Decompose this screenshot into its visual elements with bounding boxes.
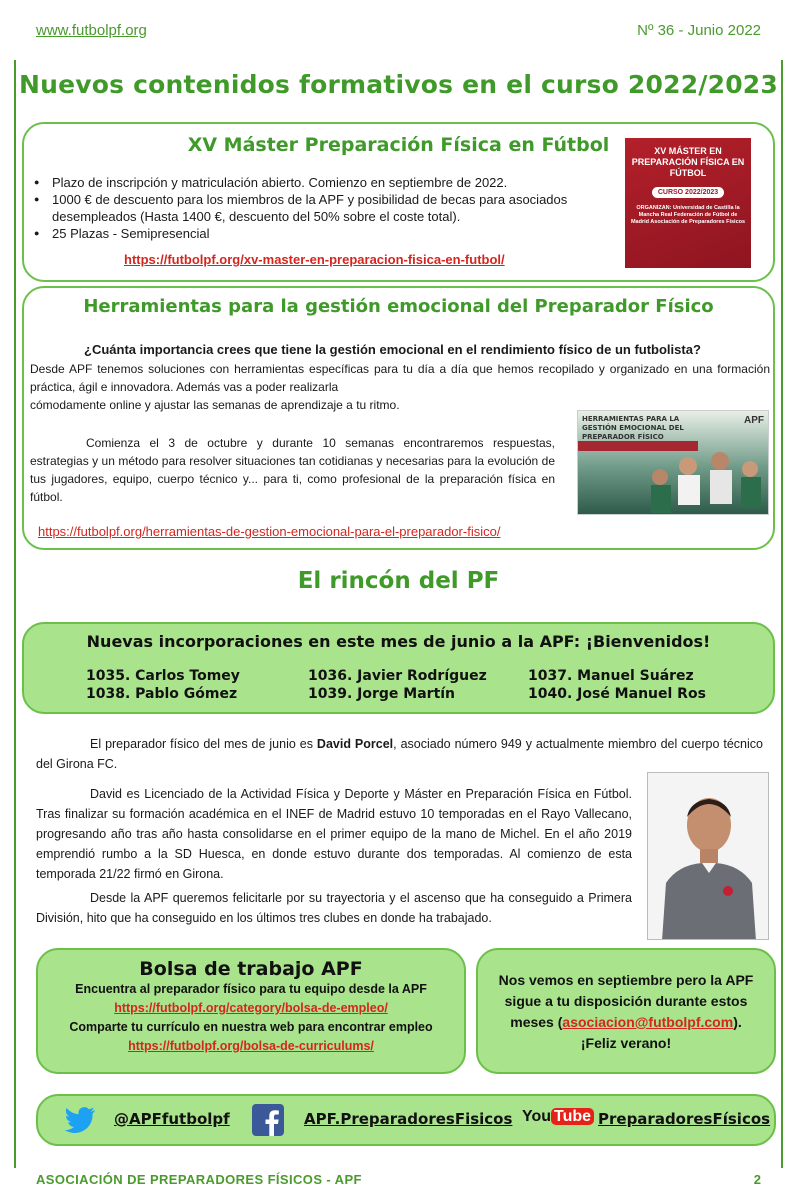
pf-portrait-photo xyxy=(647,772,769,940)
master-poster-image xyxy=(625,138,751,268)
poster-organizers: ORGANIZAN: Universidad de Castilla la Mancha Real Federación de Fútbol de Madrid Asociación de Preparadores Físicos xyxy=(630,205,746,225)
social-bar xyxy=(36,1094,776,1146)
job-board-link-1[interactable]: https://futbolpf.org/category/bolsa-de-empleo/ xyxy=(114,1001,388,1015)
job-board-line-1: Encuentra al preparador físico para tu equipo desde la APF xyxy=(75,982,427,996)
job-board-link-2[interactable]: https://futbolpf.org/bolsa-de-curriculums/ xyxy=(128,1039,374,1053)
pf-paragraph-2: David es Licenciado de la Actividad Física y Deporte y Máster en Preparación Física en Fútbol. Tras finalizar su formación académica en el INEF de Madrid estuvo 10 temporadas en el Rayo Vallecano, progresando año tras año hasta consolidarse en el primer equipo de la mano de Michel. En el año 2019 emprendió rumbo a la SD Huesca, en donde estuvo durante dos temporadas. Al comienzo de esta temporada 21/22 firmó en Girona. xyxy=(36,787,632,881)
list-item: 1037. Manuel Suárez xyxy=(528,668,694,684)
youtube-tube-logo: Tube xyxy=(551,1108,594,1125)
emotional-course-image xyxy=(577,410,769,515)
image-caption: HERRAMIENTAS PARA LA GESTIÓN EMOCIONAL DEL PREPARADOR FÍSICO xyxy=(582,415,684,441)
emotional-box xyxy=(22,286,775,550)
rincon-title: El rincón del PF xyxy=(297,568,500,594)
apf-logo: APF xyxy=(744,415,764,426)
poster-badge: CURSO 2022/2023 xyxy=(652,187,724,198)
new-members-title: Nuevas incorporaciones en este mes de junio a la APF: ¡Bienvenidos! xyxy=(86,632,711,651)
emotional-paragraph-2: Comienza el 3 de octubre y durante 10 semanas encontraremos respuestas, estrategias y un método para resolver situaciones tan cotidianas y necesarias para la evolución de tus jugadores, equipo, cuerpo técnico y... para ti, como profesional de la preparación física en fútbol. xyxy=(30,436,555,504)
poster-title: XV MÁSTER EN PREPARACIÓN FÍSICA EN FÚTBOL xyxy=(631,146,745,178)
emotional-title: Herramientas para la gestión emocional del Preparador Físico xyxy=(83,296,714,317)
summer-line-3-end: ). xyxy=(733,1014,742,1030)
summer-box xyxy=(476,948,776,1074)
job-board-line-2: Comparte tu currículo en nuestra web para encontrar empleo xyxy=(69,1020,433,1034)
emotional-link[interactable]: https://futbolpf.org/herramientas-de-gestion-emocional-para-el-preparador-fisico/ xyxy=(38,524,501,539)
list-item: 1040. José Manuel Ros xyxy=(528,686,706,702)
page-footer xyxy=(36,1172,761,1190)
emotional-paragraph-1: Desde APF tenemos soluciones con herramientas específicas para tu día a día que hemos recopilado y organizado en una formación práctica, ágil e innovadora. Además vas a poder realizarla xyxy=(30,362,770,394)
master-bullets xyxy=(34,174,614,242)
main-title: Nuevos contenidos formativos en el curso 2022/2023 xyxy=(18,70,778,99)
footer-association: ASOCIACIÓN DE PREPARADORES FÍSICOS - APF xyxy=(36,1172,362,1187)
pf-name: David Porcel xyxy=(316,737,394,751)
site-link[interactable]: www.futbolpf.org xyxy=(36,22,147,39)
list-item: 1039. Jorge Martín xyxy=(308,686,456,702)
job-board-title: Bolsa de trabajo APF xyxy=(139,958,363,980)
summer-line-4: ¡Feliz verano! xyxy=(580,1035,672,1051)
portrait-illustration xyxy=(648,773,769,940)
twitter-handle[interactable]: @APFfutbolpf xyxy=(114,1110,230,1128)
players-illustration xyxy=(578,411,769,515)
youtube-handle[interactable]: PreparadoresFísicos xyxy=(598,1110,771,1128)
pf-paragraph-3: Desde la APF queremos felicitarle por su trayectoria y el ascenso que ha conseguido a Primera División, hito que ha conseguido en los últimos tres clubes en donde ha trabajado. xyxy=(36,891,632,925)
pf-intro-end: , asociado número 949 y actualmente miembro del cuerpo técnico del Girona FC. xyxy=(36,737,763,771)
list-item: 1038. Pablo Gómez xyxy=(86,686,238,702)
list-item: ● 1000 € de descuento para los miembros de la APF y posibilidad de becas para asociados desempleados (Hasta 1400 €, descuento del 50% sobre el coste total). xyxy=(34,191,614,225)
master-title: XV Máster Preparación Física en Fútbol xyxy=(187,134,610,156)
pf-intro: El preparador físico del mes de junio es xyxy=(90,737,317,751)
issue-number: Nº 36 - Junio 2022 xyxy=(637,22,761,39)
list-item: 1036. Javier Rodríguez xyxy=(308,668,487,684)
pf-paragraph-1 xyxy=(36,734,763,774)
master-link[interactable]: https://futbolpf.org/xv-master-en-preparacion-fisica-en-futbol/ xyxy=(124,252,505,267)
summer-line-2: sigue a tu disposición durante estos xyxy=(504,993,748,1009)
summer-line-3-start: meses ( xyxy=(510,1014,563,1030)
page-header xyxy=(36,22,761,42)
email-link[interactable]: asociacion@futbolpf.com xyxy=(562,1014,734,1030)
emotional-question: ¿Cuánta importancia crees que tiene la gestión emocional en el rendimiento físico de un futbolista? xyxy=(84,342,701,357)
page-number: 2 xyxy=(753,1172,761,1187)
new-members-box xyxy=(22,622,775,714)
summer-line-3 xyxy=(478,1012,774,1033)
summer-line-1: Nos vemos en septiembre pero la APF xyxy=(498,972,754,988)
list-item: ● 25 Plazas - Semipresencial xyxy=(34,225,614,242)
facebook-icon[interactable] xyxy=(252,1104,284,1136)
job-board-box xyxy=(36,948,466,1074)
master-box xyxy=(22,122,775,282)
facebook-handle[interactable]: APF.PreparadoresFisicos xyxy=(304,1110,513,1128)
twitter-icon[interactable] xyxy=(64,1106,96,1134)
emotional-paragraph-1-end: cómodamente online y ajustar las semanas de aprendizaje a tu ritmo. xyxy=(30,398,400,412)
youtube-icon[interactable]: You Tube xyxy=(522,1108,594,1126)
list-item: 1035. Carlos Tomey xyxy=(86,668,240,684)
list-item: ● Plazo de inscripción y matriculación abierto. Comienzo en septiembre de 2022. xyxy=(34,174,614,191)
